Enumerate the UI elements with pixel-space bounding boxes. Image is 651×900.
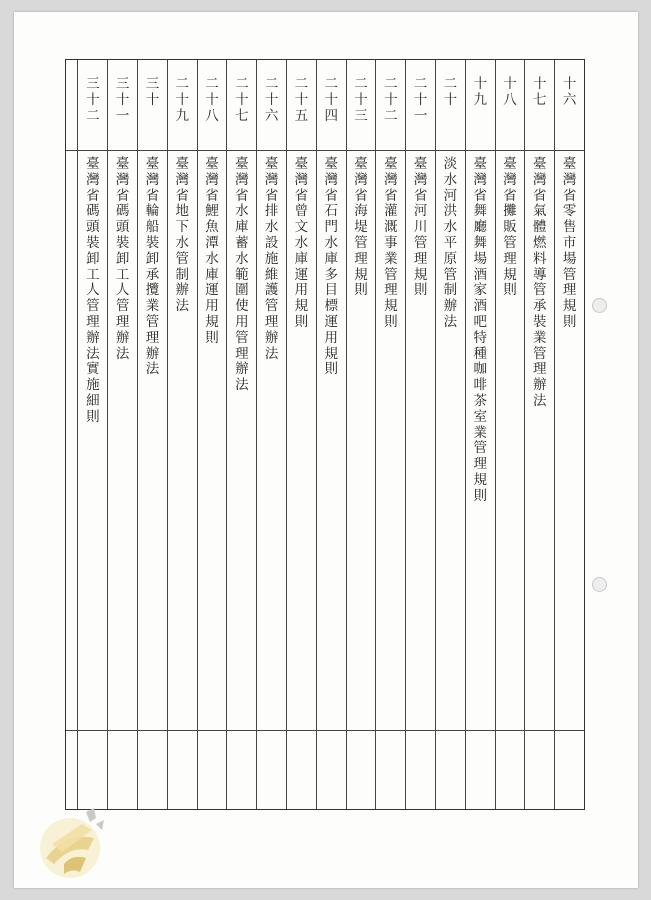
row-number: 二 十 一 bbox=[413, 76, 428, 124]
row-divider bbox=[287, 730, 316, 731]
table-row bbox=[524, 60, 554, 809]
regulation-title: 臺 灣 省 海 堤 管 理 規 則 bbox=[354, 156, 368, 299]
regulation-title: 臺 灣 省 水 庫 蓄 水 範 圍 使 用 管 理 辦 法 bbox=[235, 156, 249, 394]
row-divider bbox=[555, 150, 584, 151]
row-divider bbox=[108, 150, 137, 151]
row-number: 三 十 bbox=[145, 76, 160, 108]
regulation-title: 臺 灣 省 零 售 市 場 管 理 規 則 bbox=[562, 156, 577, 330]
document-page bbox=[14, 12, 638, 888]
row-divider bbox=[198, 150, 227, 151]
watermark-logo-icon bbox=[36, 802, 108, 884]
row-number: 二 十 四 bbox=[324, 76, 338, 124]
table-row bbox=[405, 60, 435, 809]
regulation-title: 臺 灣 省 曾 文 水 庫 運 用 規 則 bbox=[294, 156, 309, 330]
row-divider bbox=[227, 150, 256, 151]
row-divider bbox=[66, 730, 77, 731]
regulation-table bbox=[65, 59, 585, 810]
row-number: 二 十 九 bbox=[175, 76, 189, 124]
row-number: 十 七 bbox=[533, 76, 547, 108]
table-row bbox=[346, 60, 376, 809]
regulation-title: 臺 灣 省 石 門 水 庫 多 目 標 運 用 規 則 bbox=[324, 156, 338, 378]
row-number: 三 十 一 bbox=[115, 76, 130, 124]
row-divider bbox=[257, 730, 286, 731]
row-number: 三 十 二 bbox=[86, 76, 100, 124]
table-row bbox=[495, 60, 525, 809]
row-number: 二 十 八 bbox=[205, 76, 219, 124]
row-divider bbox=[436, 730, 465, 731]
row-divider bbox=[347, 730, 376, 731]
row-divider bbox=[138, 730, 167, 731]
row-divider bbox=[406, 730, 435, 731]
row-divider bbox=[317, 150, 346, 151]
regulation-title: 臺 灣 省 排 水 設 施 維 護 管 理 辦 法 bbox=[264, 156, 279, 362]
regulation-title: 臺 灣 省 灌 溉 事 業 管 理 規 則 bbox=[384, 156, 398, 330]
row-number: 二 十 bbox=[443, 76, 458, 108]
regulation-title: 臺 灣 省 碼 頭 裝 卸 工 人 管 理 辦 法 實 施 細 則 bbox=[86, 156, 100, 425]
regulation-title: 臺 灣 省 地 下 水 管 制 辦 法 bbox=[175, 156, 189, 315]
table-row bbox=[167, 60, 197, 809]
row-divider bbox=[406, 150, 435, 151]
row-divider bbox=[168, 730, 197, 731]
row-divider bbox=[525, 150, 554, 151]
row-divider bbox=[287, 150, 316, 151]
regulation-title: 臺 灣 省 舞 廳 舞 場 酒 家 酒 吧 特 種 咖 啡 茶 室 業 管 理 規 則 bbox=[473, 156, 487, 504]
row-divider bbox=[525, 730, 554, 731]
row-divider bbox=[496, 730, 525, 731]
row-divider bbox=[317, 730, 346, 731]
row-divider bbox=[555, 730, 584, 731]
row-divider bbox=[376, 150, 405, 151]
row-divider bbox=[198, 730, 227, 731]
regulation-title: 臺 灣 省 鯉 魚 潭 水 庫 運 用 規 則 bbox=[205, 156, 219, 346]
row-number: 二 十 六 bbox=[264, 76, 279, 124]
row-divider bbox=[66, 150, 77, 151]
row-divider bbox=[138, 150, 167, 151]
regulation-title: 臺 灣 省 攤 販 管 理 規 則 bbox=[503, 156, 517, 299]
regulation-title: 臺 灣 省 氣 體 燃 料 導 管 承 裝 業 管 理 辦 法 bbox=[533, 156, 547, 409]
empty-column bbox=[66, 60, 77, 809]
binding-hole bbox=[592, 298, 607, 313]
row-divider bbox=[108, 730, 137, 731]
table-row bbox=[375, 60, 405, 809]
row-number: 二 十 七 bbox=[235, 76, 249, 124]
regulation-title: 淡 水 河 洪 水 平 原 管 制 辦 法 bbox=[443, 156, 458, 330]
table-row bbox=[465, 60, 495, 809]
table-row bbox=[197, 60, 227, 809]
table-row bbox=[226, 60, 256, 809]
row-number: 二 十 三 bbox=[354, 76, 368, 124]
row-number: 二 十 五 bbox=[294, 76, 309, 124]
table-row bbox=[435, 60, 465, 809]
binding-hole bbox=[592, 577, 607, 592]
regulation-title: 臺 灣 省 河 川 管 理 規 則 bbox=[413, 156, 428, 299]
row-divider bbox=[436, 150, 465, 151]
regulation-title: 臺 灣 省 輪 船 裝 卸 承 攬 業 管 理 辦 法 bbox=[145, 156, 160, 378]
table-row bbox=[77, 60, 107, 809]
row-divider bbox=[227, 730, 256, 731]
table-row bbox=[554, 60, 584, 809]
row-divider bbox=[466, 730, 495, 731]
table-row bbox=[137, 60, 167, 809]
table-row bbox=[256, 60, 286, 809]
row-number: 十 八 bbox=[503, 76, 517, 108]
row-divider bbox=[376, 730, 405, 731]
regulation-title: 臺 灣 省 碼 頭 裝 卸 工 人 管 理 辦 法 bbox=[115, 156, 130, 362]
row-divider bbox=[347, 150, 376, 151]
row-divider bbox=[168, 150, 197, 151]
row-divider bbox=[257, 150, 286, 151]
row-number: 十 九 bbox=[473, 76, 487, 108]
table-row bbox=[286, 60, 316, 809]
row-divider bbox=[466, 150, 495, 151]
row-divider bbox=[78, 730, 107, 731]
row-divider bbox=[78, 150, 107, 151]
row-number: 二 十 二 bbox=[384, 76, 398, 124]
row-number: 十 六 bbox=[562, 76, 577, 108]
row-divider bbox=[496, 150, 525, 151]
table-row bbox=[316, 60, 346, 809]
table-row bbox=[107, 60, 137, 809]
